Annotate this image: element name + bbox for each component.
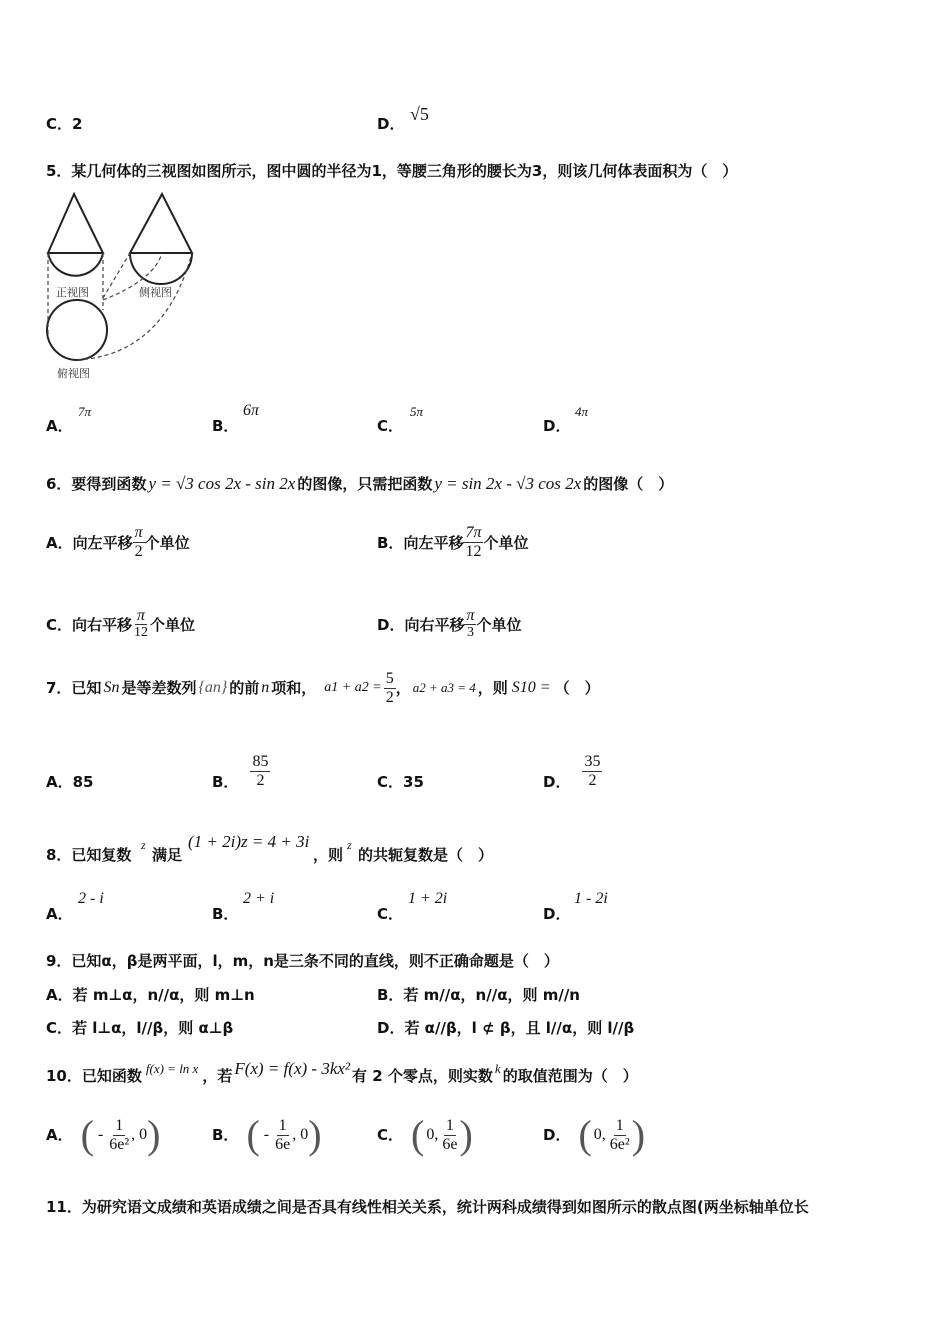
q11-stem: 11．为研究语文成绩和英语成绩之间是否具有线性相关关系，统计两科成绩得到如图所示的散点图(两坐标轴单位长	[46, 1198, 809, 1216]
q5-three-view-figure	[44, 190, 194, 385]
q8-option-c-value: 1 + 2i	[408, 890, 448, 907]
front-view	[48, 194, 103, 276]
q7-sn: Sn	[103, 679, 120, 696]
q7-stem: 7．已知 Sn 是等差数列 {an} 的前 n 项和， a1 + a2 = $\frac{5}{2}$ ， a2 + a3 = 4 ，则 S10 = （ ）	[46, 669, 600, 706]
q7-sequence: {an}	[198, 679, 228, 696]
q7-option-c: C．35	[377, 773, 424, 791]
q8-z: z	[141, 838, 146, 852]
q8-equation: (1 + 2i)z = 4 + 3i	[188, 832, 310, 851]
projection-lines	[48, 253, 192, 360]
q8-option-d-value: 1 - 2i	[574, 890, 608, 907]
q10-k: k	[494, 1061, 501, 1076]
q7-option-d: D． $\frac{35}{2}$	[543, 752, 601, 791]
fraction: $\frac{35}{2}$	[584, 752, 601, 789]
q9-option-d: D．若 α//β，l ⊄ β，且 l//α，则 l//β	[377, 1019, 635, 1037]
q5-option-d-label: D．	[543, 417, 571, 435]
q9-option-c: C．若 l⊥α，l//β，则 α⊥β	[46, 1019, 234, 1037]
q6-stem: 6．要得到函数 y = √3 cos 2x - sin 2x 的图像，只需把函数 y = sin 2x - √3 cos 2x 的图像（ ）	[46, 474, 674, 493]
q8-option-d-label: D．	[543, 905, 571, 923]
q6-function-1: y = √3 cos 2x - sin 2x	[148, 474, 296, 493]
q6-option-d: D． 向右平移 $\frac{\pi}{3}$ 个单位	[377, 607, 522, 640]
q5-option-c-label: C．	[377, 417, 404, 435]
front-view-label: 正视图	[56, 286, 89, 299]
q5-option-b-label: B．	[212, 417, 239, 435]
q10-stem: 10．已知函数 f(x) = ln x ，若 F(x) = f(x) - 3kx² 有 2 个零点，则实数 k 的取值范围为（ ）	[46, 1059, 638, 1085]
q8-stem-p4: 的共轭复数是（ ）	[358, 846, 494, 864]
q6-option-a: A． 向左平移 $\frac{\pi}{2}$ 个单位	[46, 524, 190, 560]
q10-option-b: B． ( - $\frac{1}{6e}$ , 0 )	[212, 1112, 322, 1157]
option-value: 2	[72, 115, 83, 133]
q10-option-a: A． ( - $\frac{1}{\text{6e²}}$ , 0 )	[46, 1112, 161, 1157]
q10-F: F(x) = f(x) - 3kx²	[234, 1059, 351, 1078]
q9-option-b: B．若 m//α，n//α，则 m//n	[377, 986, 580, 1004]
q7-equation-1: a1 + a2 =	[324, 680, 382, 695]
side-view-label: 侧视图	[139, 286, 172, 299]
fraction: $\frac{7\pi}{12}$	[465, 524, 482, 560]
q8-option-b-label: B．	[212, 905, 239, 923]
q8-z-2: z	[347, 838, 352, 852]
q5-option-a-label: A．	[46, 417, 73, 435]
q9-option-a: A．若 m⊥α，n//α，则 m⊥n	[46, 986, 255, 1004]
q8-option-a-label: A．	[46, 905, 73, 923]
top-view-circle	[47, 300, 107, 360]
q5-option-b-value: 6π	[243, 402, 260, 419]
q7-equation-2: a2 + a3 = 4	[412, 680, 476, 695]
fraction: $\frac{85}{2}$	[252, 752, 269, 789]
fraction: $\frac{5}{2}$	[385, 669, 394, 706]
side-view	[130, 194, 192, 284]
fraction: $\frac{\pi}{2}$	[134, 524, 143, 560]
q6-option-c: C． 向右平移 $\frac{\pi}{12}$ 个单位	[46, 607, 196, 640]
q8-stem-p1: 8．已知复数	[46, 846, 132, 864]
q7-option-b: B． $\frac{85}{2}$	[212, 752, 269, 791]
q10-option-c: C． ( 0, $\frac{1}{6e}$ )	[377, 1112, 473, 1157]
q10-option-d: D． ( 0, $\frac{1}{\text{6e²}}$ )	[543, 1112, 646, 1157]
option-label: C．	[46, 115, 73, 133]
top-view-label: 俯视图	[57, 367, 90, 380]
q8-stem-p3: ，则	[313, 846, 344, 864]
q10-f: f(x) = ln x	[145, 1061, 199, 1076]
q4-option-d-value: √5	[410, 104, 429, 124]
q5-option-c-value: 5π	[410, 404, 424, 419]
q4-option-d	[377, 114, 404, 134]
q6-option-b: B． 向左平移 $\frac{7\pi}{12}$ 个单位	[377, 524, 529, 560]
q5-option-d-value: 4π	[575, 404, 589, 419]
q7-option-a: A．85	[46, 773, 94, 791]
q5-option-a-value: 7π	[78, 404, 92, 419]
q9-stem: 9．已知α，β是两平面，l，m，n是三条不同的直线，则不正确命题是（ ）	[46, 952, 559, 970]
q8-stem-p2: 满足	[152, 846, 183, 864]
q8-option-a-value: 2 - i	[78, 890, 104, 907]
q7-s10: S10 =	[511, 679, 551, 696]
q8-option-b-value: 2 + i	[243, 890, 275, 907]
fraction: $\frac{\pi}{12}$	[134, 607, 149, 640]
q4-option-c	[46, 114, 82, 134]
q6-function-2: y = sin 2x - √3 cos 2x	[434, 474, 582, 493]
fraction: $\frac{\pi}{3}$	[466, 607, 475, 640]
option-label: D．	[377, 115, 405, 133]
q8-option-c-label: C．	[377, 905, 404, 923]
q5-stem: 5．某几何体的三视图如图所示，图中圆的半径为1，等腰三角形的腰长为3，则该几何体表面积为（ ）	[46, 162, 738, 180]
